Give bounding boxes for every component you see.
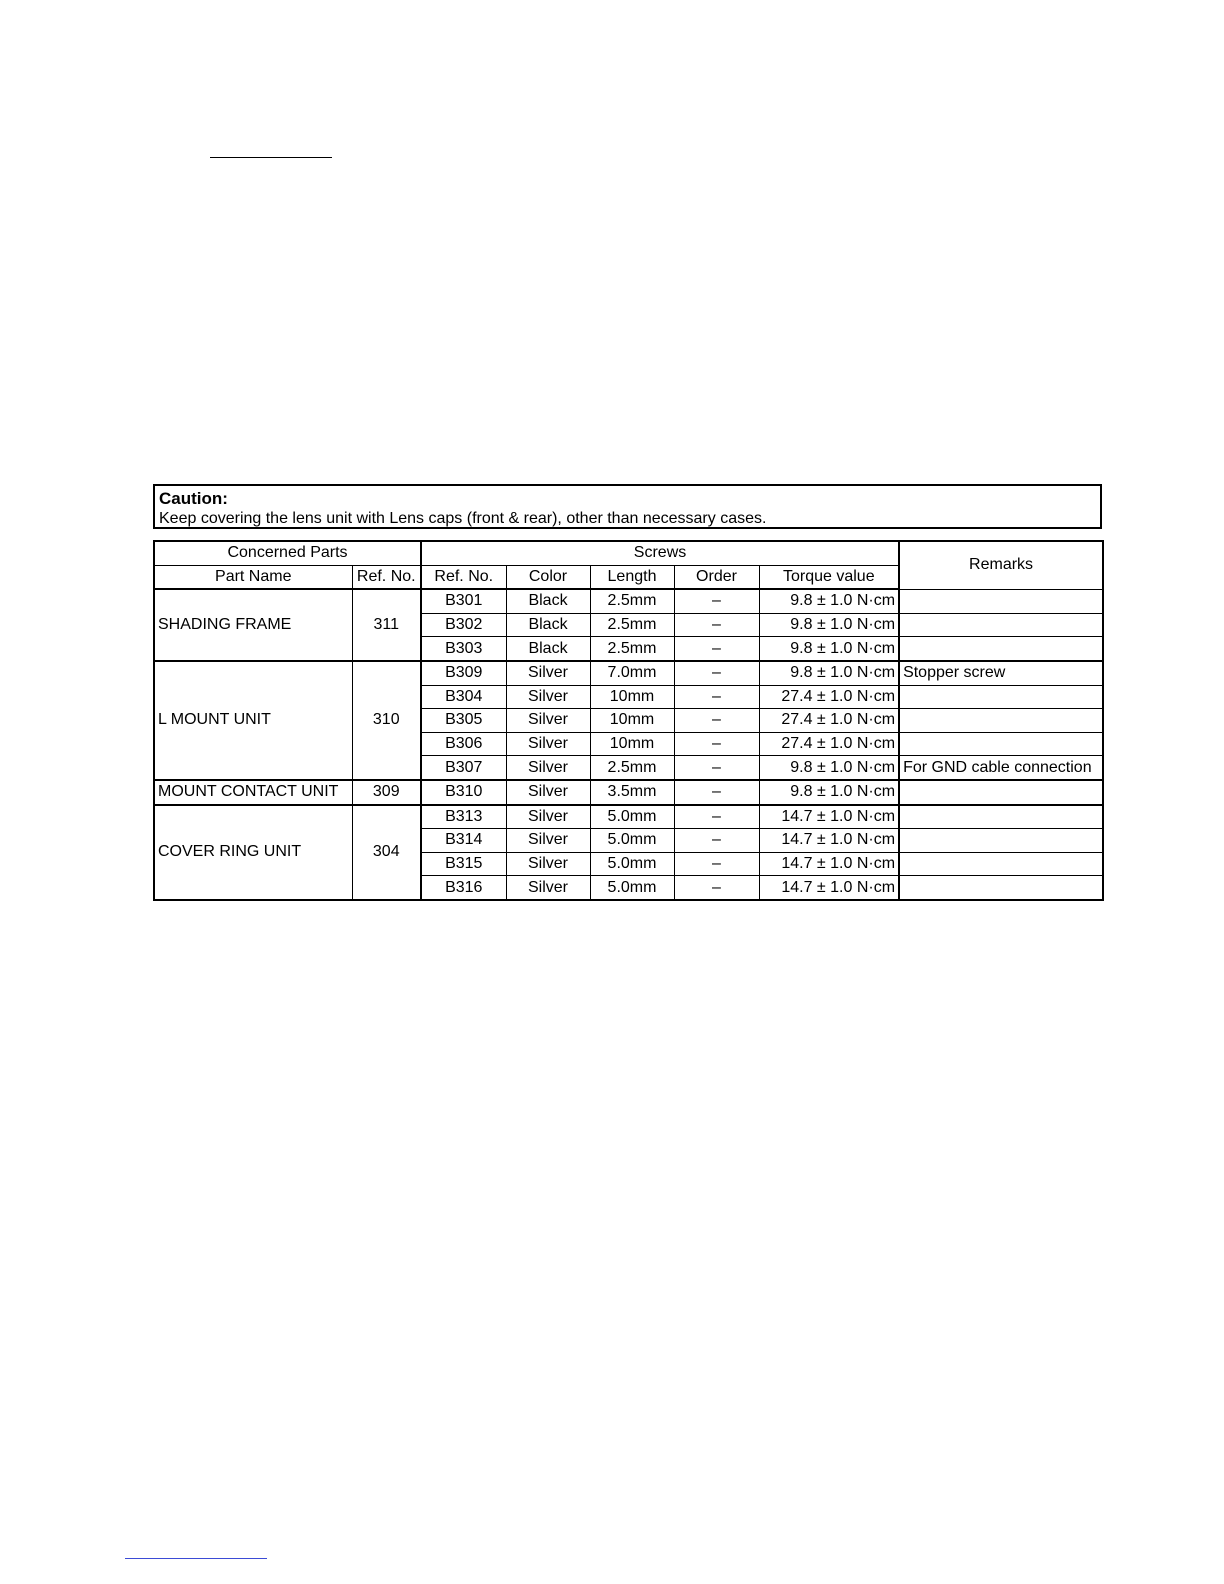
part-ref-no-cell: 304 [352,805,421,900]
remarks-cell: For GND cable connection [899,756,1103,780]
screw-length-cell: 2.5mm [590,613,674,637]
table-body [154,589,1103,900]
screw-ref-cell: B302 [421,613,506,637]
table-row [154,780,1103,805]
remarks-cell: Stopper screw [899,661,1103,685]
screw-order-cell: – [674,613,759,637]
length-header: Length [590,565,674,589]
screw-ref-cell: B306 [421,732,506,756]
caution-title: Caution: [159,489,228,508]
screw-order-cell: – [674,829,759,853]
screw-order-cell: – [674,661,759,685]
screw-color-cell: Black [506,637,590,661]
screw-length-cell: 5.0mm [590,829,674,853]
torque-value-cell: 14.7 ± 1.0 N·cm [759,876,899,900]
torque-value-cell: 27.4 ± 1.0 N·cm [759,709,899,733]
caution-box [153,484,1102,529]
screw-color-cell: Silver [506,829,590,853]
part-name-header: Part Name [154,565,352,589]
color-header: Color [506,565,590,589]
remarks-cell [899,780,1103,805]
screw-ref-no-header: Ref. No. [421,565,506,589]
remarks-cell [899,589,1103,613]
screw-order-cell: – [674,852,759,876]
screw-color-cell: Silver [506,756,590,780]
torque-value-cell: 27.4 ± 1.0 N·cm [759,732,899,756]
table-row [154,661,1103,685]
screw-order-cell: – [674,805,759,829]
screws-header: Screws [421,541,899,565]
table-row [154,805,1103,829]
remarks-cell [899,613,1103,637]
part-ref-no-cell: 309 [352,780,421,805]
screw-color-cell: Silver [506,876,590,900]
screw-length-cell: 10mm [590,685,674,709]
screw-length-cell: 2.5mm [590,756,674,780]
remarks-header: Remarks [899,541,1103,589]
screw-length-cell: 2.5mm [590,637,674,661]
screw-color-cell: Silver [506,780,590,805]
screw-ref-cell: B301 [421,589,506,613]
concerned-parts-header: Concerned Parts [154,541,421,565]
part-name-cell: MOUNT CONTACT UNIT [154,780,352,805]
screw-ref-cell: B316 [421,876,506,900]
screw-length-cell: 3.5mm [590,780,674,805]
screw-ref-cell: B305 [421,709,506,733]
torque-value-cell: 14.7 ± 1.0 N·cm [759,852,899,876]
remarks-cell [899,805,1103,829]
caution-text: Keep covering the lens unit with Lens caps (front & rear), other than necessary cases. [159,510,767,527]
group-header-row [154,541,1103,565]
screw-color-cell: Silver [506,709,590,733]
screw-ref-cell: B313 [421,805,506,829]
torque-value-cell: 9.8 ± 1.0 N·cm [759,637,899,661]
screw-ref-cell: B304 [421,685,506,709]
screw-color-cell: Black [506,589,590,613]
torque-value-cell: 14.7 ± 1.0 N·cm [759,805,899,829]
screw-order-cell: – [674,876,759,900]
order-header: Order [674,565,759,589]
screw-length-cell: 5.0mm [590,805,674,829]
torque-value-cell: 9.8 ± 1.0 N·cm [759,780,899,805]
screw-length-cell: 7.0mm [590,661,674,685]
screw-length-cell: 5.0mm [590,876,674,900]
table-header [154,541,1103,589]
torque-value-cell: 27.4 ± 1.0 N·cm [759,685,899,709]
remarks-cell [899,732,1103,756]
screw-ref-cell: B315 [421,852,506,876]
screw-color-cell: Silver [506,805,590,829]
part-name-cell: COVER RING UNIT [154,805,352,900]
remarks-cell [899,637,1103,661]
remarks-cell [899,829,1103,853]
screw-color-cell: Silver [506,661,590,685]
torque-value-cell: 9.8 ± 1.0 N·cm [759,756,899,780]
screw-length-cell: 2.5mm [590,589,674,613]
remarks-cell [899,876,1103,900]
torque-value-cell: 9.8 ± 1.0 N·cm [759,661,899,685]
part-ref-no-cell: 311 [352,589,421,661]
remarks-cell [899,852,1103,876]
screw-color-cell: Silver [506,685,590,709]
screw-order-cell: – [674,637,759,661]
screw-color-cell: Silver [506,852,590,876]
screw-length-cell: 5.0mm [590,852,674,876]
table-row [154,589,1103,613]
screw-ref-cell: B314 [421,829,506,853]
screw-order-cell: – [674,709,759,733]
screw-ref-cell: B310 [421,780,506,805]
screw-ref-cell: B309 [421,661,506,685]
screw-length-cell: 10mm [590,709,674,733]
screw-order-cell: – [674,732,759,756]
torque-value-cell: 9.8 ± 1.0 N·cm [759,589,899,613]
screw-torque-table [153,540,1104,901]
torque-value-cell: 9.8 ± 1.0 N·cm [759,613,899,637]
top-underline-rule [210,157,332,158]
screw-color-cell: Black [506,613,590,637]
screw-order-cell: – [674,756,759,780]
screw-length-cell: 10mm [590,732,674,756]
screw-order-cell: – [674,780,759,805]
torque-header: Torque value [759,565,899,589]
remarks-cell [899,685,1103,709]
screw-ref-cell: B303 [421,637,506,661]
part-name-cell: L MOUNT UNIT [154,661,352,780]
part-ref-no-header: Ref. No. [352,565,421,589]
part-name-cell: SHADING FRAME [154,589,352,661]
screw-order-cell: – [674,589,759,613]
screw-order-cell: – [674,685,759,709]
part-ref-no-cell: 310 [352,661,421,780]
screw-color-cell: Silver [506,732,590,756]
bottom-link-rule [125,1558,267,1559]
remarks-cell [899,709,1103,733]
torque-value-cell: 14.7 ± 1.0 N·cm [759,829,899,853]
screw-ref-cell: B307 [421,756,506,780]
